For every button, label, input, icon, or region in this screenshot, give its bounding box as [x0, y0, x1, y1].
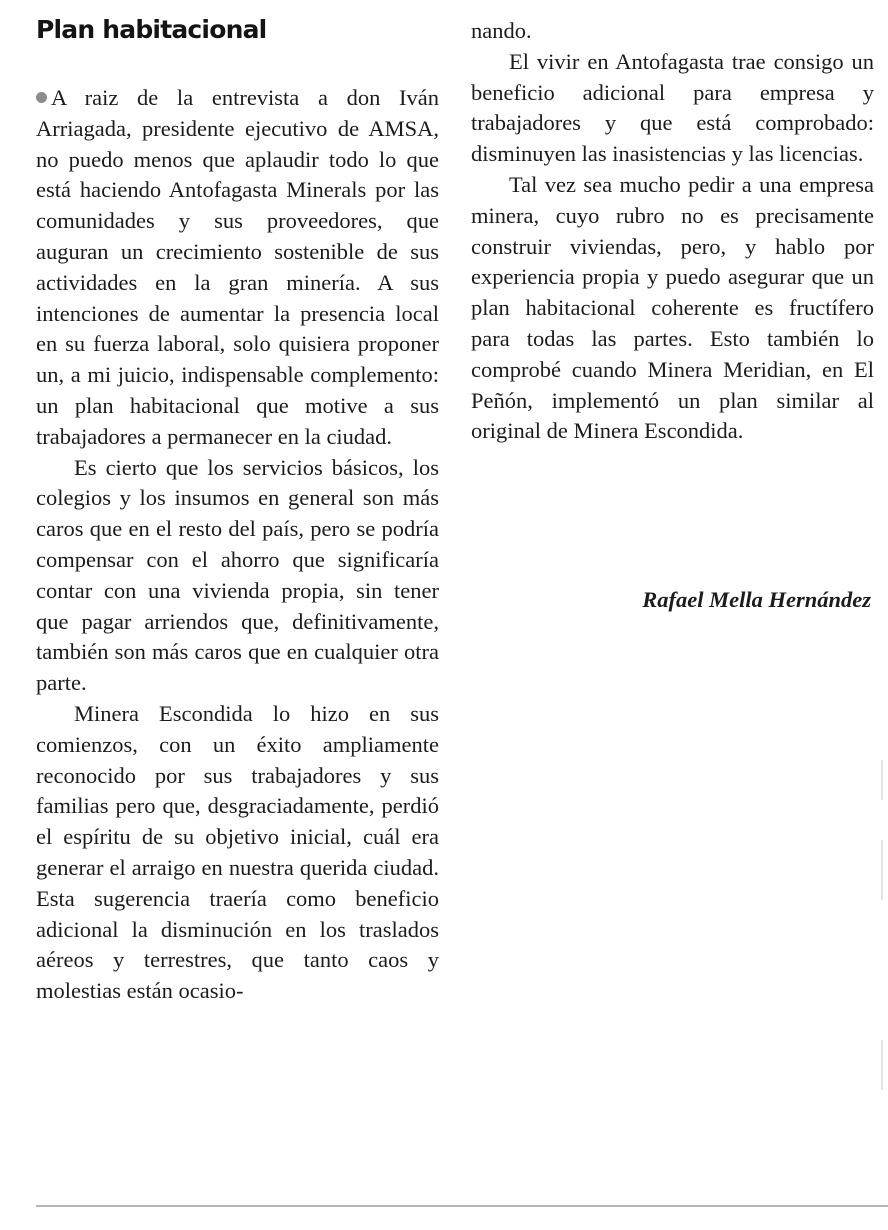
article-headline: Plan habitacional: [36, 15, 267, 44]
bottom-divider: [36, 1205, 888, 1207]
edge-scan-mark: [881, 760, 883, 800]
paragraph-1: [36, 83, 439, 453]
edge-scan-mark: [881, 1040, 883, 1090]
right-column: [471, 16, 874, 447]
paragraph-3: Minera Escondida lo hizo en sus comienzos, con un éxito ampliamente reconocido por sus trabajadores y sus familias pero que, desgraciadamente, perdió el espíritu de su objetivo inicial, cuál era generar el arraigo en nuestra querida ciudad. Esta sugerencia traería como beneficio adicional la disminución en los traslados aéreos y terrestres, que tanto caos y molestias están ocasio-: [36, 700, 439, 1004]
paragraph-3-continuation: nando.: [471, 18, 532, 43]
paragraph-5: Tal vez sea mucho pedir a una empresa minera, cuyo rubro no es precisamente construir viviendas, pero, y hablo por experiencia propia y puedo asegurar que un plan habitacional coherente es fructífero para todas las partes. Esto también lo comprobé cuando Minera Meridian, en El Peñón, implementó un plan similar al original de Minera Escondida.: [471, 171, 874, 444]
edge-scan-mark: [881, 840, 883, 900]
bullet-dot-icon: [36, 92, 47, 103]
author-signature: Rafael Mella Hernández: [642, 587, 871, 612]
paragraph-4: El vivir en Antofagasta trae consigo un beneficio adicional para empresa y trabajadores y que está comprobado: disminuyen las inasistencias y las licencias.: [471, 48, 874, 167]
paragraph-2: Es cierto que los servicios básicos, los colegios y los insumos en general son más caros que en el resto del país, pero se podría compensar con el ahorro que significaría contar con una vivienda propia, sin tener que pagar arriendos que, definitivamente, también son más caros que en cualquier otra parte.: [36, 454, 439, 696]
left-column: [36, 83, 439, 1007]
paragraph-1-text: A raiz de la entrevista a don Iván Arriagada, presidente ejecutivo de AMSA, no puedo menos que aplaudir todo lo que está haciendo Antofagasta Minerals por las comunidades y sus proveedores, que auguran un crecimiento sostenible de sus actividades en la gran minería. A sus intenciones de aumentar la presencia local en su fuerza laboral, solo quisiera proponer un, a mi juicio, indispensable complemento: un plan habitacional que motive a sus trabajadores a permanecer en la ciudad.: [36, 85, 439, 449]
